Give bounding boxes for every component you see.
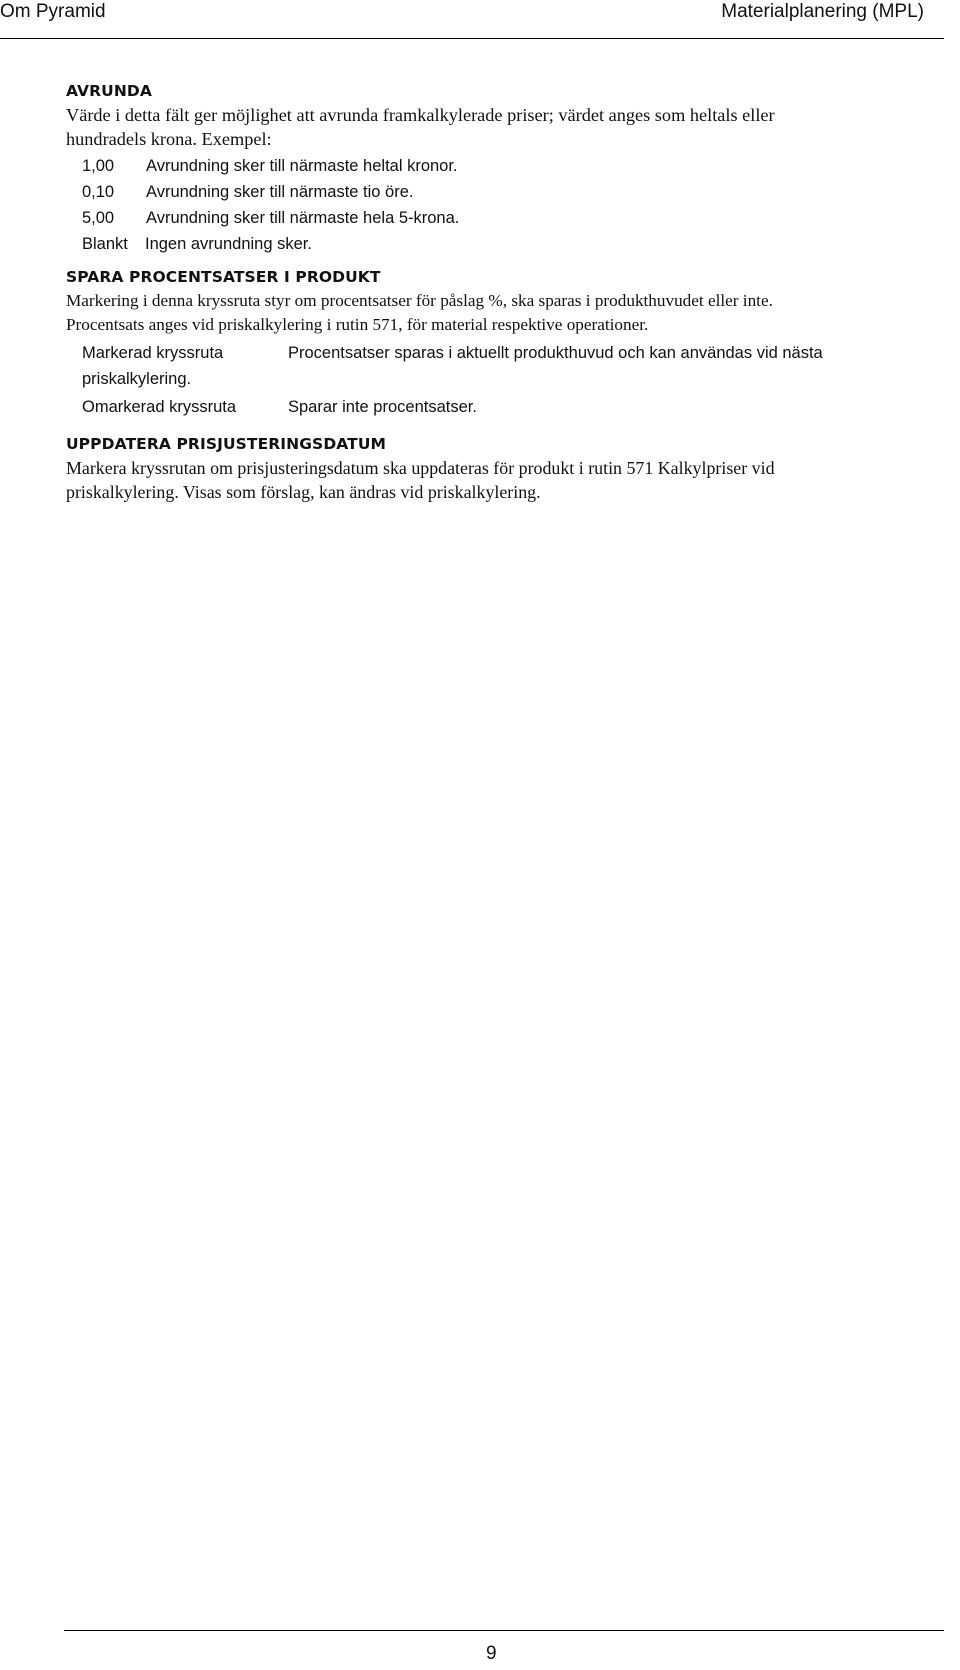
section-heading-spara: SPARA PROCENTSATSER I PRODUKT [66,268,381,286]
example-value: 1,00 [82,157,115,175]
section-spara-procentsatser [66,266,946,421]
checked-definition [66,339,946,391]
checked-term: Markerad kryssruta [82,344,224,362]
section-heading-avrunda: AVRUNDA [66,82,152,100]
page-number: 9 [486,1643,497,1664]
section-uppdatera-prisjusteringsdatum [66,433,946,504]
header-title-right: Materialplanering (MPL) [721,1,924,22]
example-value: Blankt [82,235,128,253]
spara-description-line2: Procentsats anges vid priskalkylering i rutin 571, för material respektive operationer. [66,315,649,334]
uppdatera-description-line1: Markera kryssrutan om prisjusteringsdatum ska uppdateras för produkt i rutin 571 Kalkylpriser vid [66,458,775,478]
section-avrunda [66,80,946,257]
example-description: Ingen avrundning sker. [145,235,312,253]
header-title-left: Om Pyramid [0,1,106,22]
avrunda-description: Värde i detta fält ger möjlighet att avrunda framkalkylerade priser; värdet anges som heltals eller hundradels krona. Exempel: [66,105,775,149]
example-description: Avrundning sker till närmaste tio öre. [146,183,414,201]
uppdatera-description-line2: priskalkylering. Visas som förslag, kan ändras vid priskalkylering. [66,482,541,502]
unchecked-description: Sparar inte procentsatser. [288,398,477,416]
example-description: Avrundning sker till närmaste heltal kronor. [146,157,458,175]
example-row [66,231,946,257]
footer-divider [64,1630,944,1631]
example-value: 0,10 [82,183,115,201]
example-description: Avrundning sker till närmaste hela 5-krona. [146,209,460,227]
spara-description-line1: Markering i denna kryssruta styr om procentsatser för påslag %, ska sparas i produkthuvudet eller inte. [66,291,773,310]
avrunda-examples [66,153,946,257]
example-value: 5,00 [82,209,115,227]
document-body [66,80,946,504]
example-row [66,205,946,231]
page-header [0,0,944,39]
unchecked-term: Omarkerad kryssruta [82,398,237,416]
section-heading-uppdatera: UPPDATERA PRISJUSTERINGSDATUM [66,435,387,453]
checked-description: Procentsatser sparas i aktuellt produkthuvud och kan användas vid nästa [288,344,823,362]
example-row [66,179,946,205]
checked-description-continued: priskalkylering. [82,370,192,388]
example-row [66,153,946,179]
unchecked-definition [66,393,946,421]
